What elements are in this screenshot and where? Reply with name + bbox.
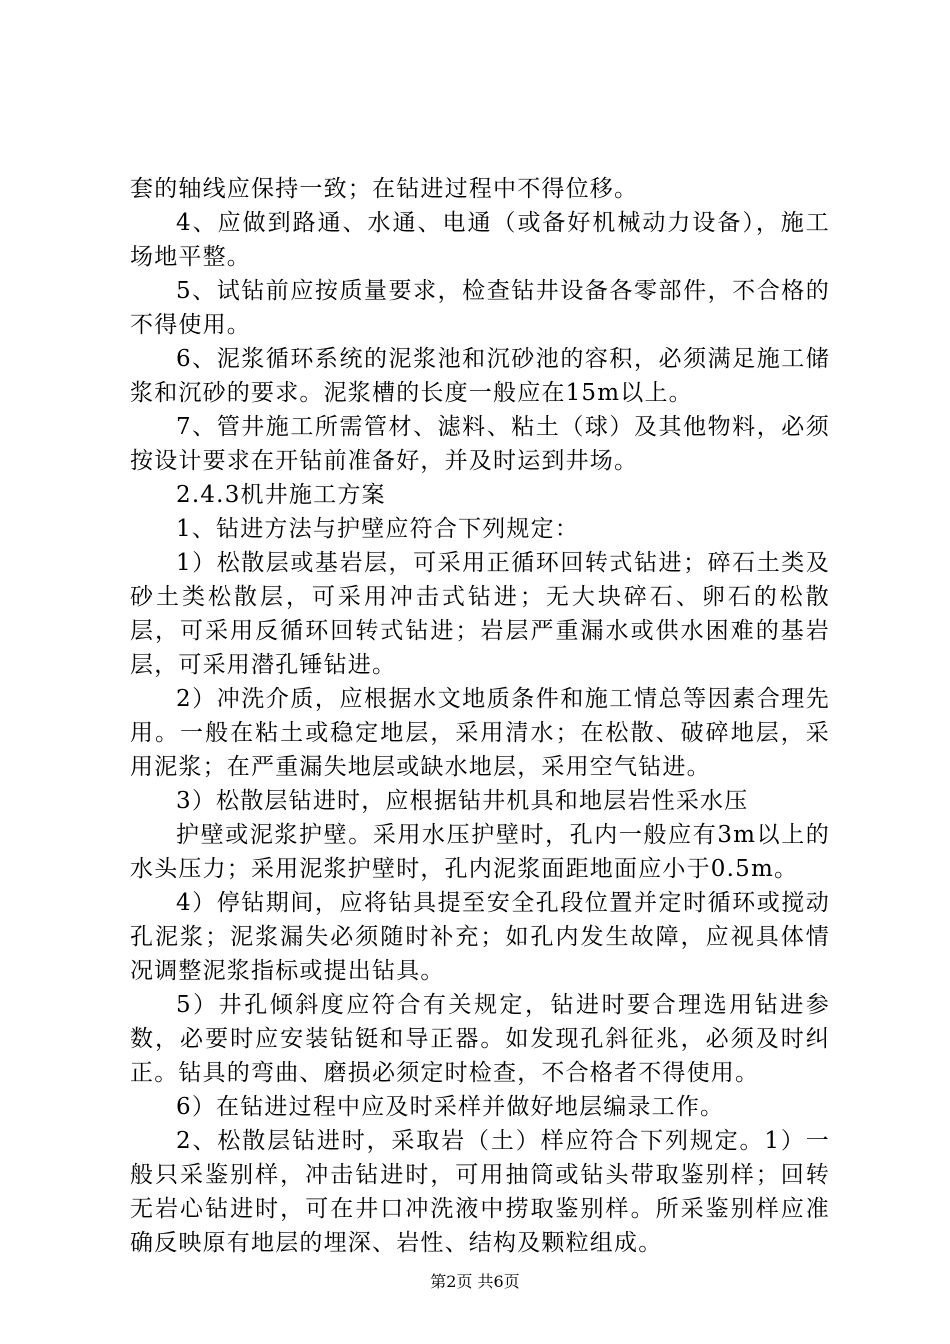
page-number-footer: 第2页 共6页: [430, 1272, 520, 1291]
paragraph: 2）冲洗介质，应根据水文地质条件和施工情总等因素合理先用。一般在粘土或稳定地层，采用清水；在松散、破碎地层，采用泥浆；在严重漏失地层或缺水地层，采用空气钻进。: [130, 686, 830, 780]
paragraph: 1）松散层或基岩层，可采用正循环回转式钻进；碎石土类及砂土类松散层，可采用冲击式钻进；无大块碎石、卵石的松散层，可采用反循环回转式钻进；岩层严重漏水或供水困难的基岩层，可采用潜孔锤钻进。: [130, 550, 830, 678]
section-heading: 2.4.3机井施工方案: [176, 482, 386, 508]
paragraph: 5、试钻前应按质量要求，检查钻井设备各零部件，不合格的不得使用。: [130, 278, 830, 338]
paragraph: 7、管井施工所需管材、滤料、粘土（球）及其他物料，必须按设计要求在开钻前准备好，并及时运到井场。: [130, 414, 830, 474]
paragraph: 4）停钻期间，应将钻具提至安全孔段位置并定时循环或搅动孔泥浆；泥浆漏失必须随时补充；如孔内发生故障，应视具体情况调整泥浆指标或提出钻具。: [130, 890, 830, 984]
paragraph: 5）井孔倾斜度应符合有关规定，钻进时要合理选用钻进参数，必要时应安装钻铤和导正器。如发现孔斜征兆，必须及时纠正。钻具的弯曲、磨损必须定时检查，不合格者不得使用。: [130, 992, 830, 1086]
paragraph: 6、泥浆循环系统的泥浆池和沉砂池的容积，必须满足施工储浆和沉砂的要求。泥浆槽的长度一般应在15m以上。: [130, 346, 830, 406]
paragraph: 6）在钻进过程中应及时采样并做好地层编录工作。: [176, 1094, 725, 1120]
paragraph: 护壁或泥浆护壁。采用水压护壁时，孔内一般应有3m以上的水头压力；采用泥浆护壁时，孔内泥浆面距地面应小于0.5m。: [130, 822, 830, 882]
paragraph: 3）松散层钻进时，应根据钻井机具和地层岩性采水压: [176, 788, 749, 814]
document-body: [130, 172, 830, 1260]
paragraph: 套的轴线应保持一致；在钻进过程中不得位移。: [130, 176, 639, 202]
paragraph: 2、松散层钻进时，采取岩（土）样应符合下列规定。1）一般只采鉴别样，冲击钻进时，可用抽筒或钻头带取鉴别样；回转无岩心钻进时，可在井口冲洗液中捞取鉴别样。所采鉴别样应准确反映原有地层的埋深、岩性、结构及颗粒组成。: [130, 1128, 830, 1256]
paragraph: 1、钻进方法与护壁应符合下列规定：: [176, 516, 580, 542]
paragraph: 4、应做到路通、水通、电通（或备好机械动力设备），施工场地平整。: [130, 210, 830, 270]
